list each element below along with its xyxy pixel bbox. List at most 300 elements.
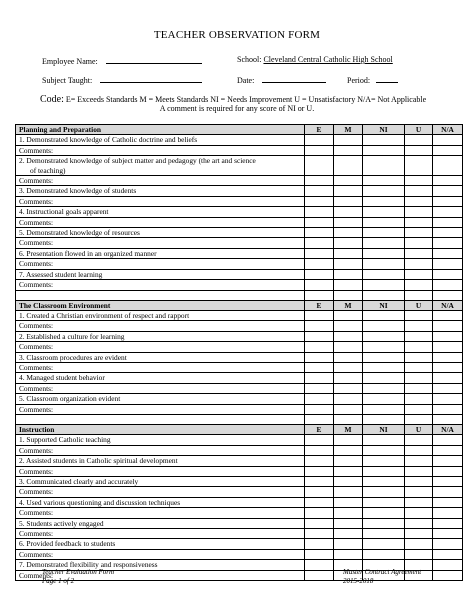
footer-left [42,568,114,586]
comments-field[interactable]: Comments: [16,259,305,269]
spacer-cell [305,290,334,300]
rating-cell-2[interactable] [363,518,405,528]
rating-cell-4[interactable] [433,228,463,238]
comment-rating-cell-3[interactable] [405,549,433,559]
comment-rating-cell-4[interactable] [433,445,463,455]
criterion-text [16,310,305,320]
comment-rating-cell-4[interactable] [433,238,463,248]
comment-rating-cell-3[interactable] [405,321,433,331]
rating-cell-0[interactable] [305,269,334,279]
rating-cell-1[interactable] [334,248,363,258]
rating-cell-4[interactable] [433,477,463,487]
rating-cell-2[interactable] [363,207,405,217]
comments-field[interactable]: Comments: [16,196,305,206]
rating-column-header: NI [363,424,405,434]
comment-rating-cell-0[interactable] [305,196,334,206]
rating-cell-3[interactable] [405,228,433,238]
comments-field[interactable]: Comments: [16,466,305,476]
spacer-cell [334,414,363,424]
comment-rating-cell-0[interactable] [305,362,334,372]
criterion-row [16,352,463,362]
comment-rating-cell-2[interactable] [363,487,405,497]
criterion-label: 7. Demonstrated flexibility and responsiveness [19,560,158,570]
criterion-label: 4. Used various questioning and discussion techniques [19,497,181,507]
comments-field[interactable]: Comments: [16,445,305,455]
rating-cell-1[interactable] [334,394,363,404]
comment-rating-cell-0[interactable] [305,549,334,559]
rating-cell-2[interactable] [363,331,405,341]
rating-cell-2[interactable] [363,352,405,362]
section-title: Instruction [16,424,305,434]
rating-cell-0[interactable] [305,373,334,383]
comment-rating-cell-1[interactable] [334,549,363,559]
criterion-text [16,248,305,258]
rating-cell-3[interactable] [405,435,433,445]
comment-rating-cell-2[interactable] [363,321,405,331]
code-label: Code: [40,94,64,105]
comment-rating-cell-2[interactable] [363,280,405,290]
comments-field[interactable]: Comments: [16,342,305,352]
rating-cell-3[interactable] [405,248,433,258]
comment-rating-cell-1[interactable] [334,259,363,269]
criterion-text [16,186,305,196]
comment-rating-cell-2[interactable] [363,259,405,269]
comment-rating-cell-1[interactable] [334,217,363,227]
comment-rating-cell-0[interactable] [305,238,334,248]
rating-cell-3[interactable] [405,156,433,176]
comment-rating-cell-1[interactable] [334,445,363,455]
comments-field[interactable]: Comments: [16,508,305,518]
comment-rating-cell-2[interactable] [363,217,405,227]
rating-cell-0[interactable] [305,394,334,404]
comment-rating-cell-1[interactable] [334,196,363,206]
comments-field[interactable]: Comments: [16,321,305,331]
school-row [237,55,393,64]
spacer-cell [16,414,305,424]
period-field[interactable] [376,74,398,83]
criterion-row [16,497,463,507]
comments-field[interactable]: Comments: [16,383,305,393]
criterion-text [16,497,305,507]
comment-rating-cell-1[interactable] [334,342,363,352]
rating-cell-3[interactable] [405,331,433,341]
rating-cell-2[interactable] [363,497,405,507]
footer-form-name: Teacher Evaluation Form [42,568,115,576]
spacer-cell [433,414,463,424]
rating-cell-3[interactable] [405,135,433,145]
criterion-row [16,331,463,341]
criterion-text [16,394,305,404]
subject-field[interactable] [100,74,202,83]
rating-cell-2[interactable] [363,186,405,196]
comment-row [16,259,463,269]
rating-column-header: M [334,424,363,434]
rating-cell-4[interactable] [433,373,463,383]
comment-row [16,404,463,414]
comment-row [16,145,463,155]
comment-rating-cell-4[interactable] [433,404,463,414]
comment-rating-cell-4[interactable] [433,321,463,331]
footer-page-number: Page 1 of 2 [42,577,75,585]
comment-rating-cell-4[interactable] [433,342,463,352]
criterion-row [16,248,463,258]
comment-rating-cell-1[interactable] [334,404,363,414]
form-title: TEACHER OBSERVATION FORM [153,29,321,41]
rating-cell-1[interactable] [334,228,363,238]
rating-cell-3[interactable] [405,394,433,404]
comments-field[interactable]: Comments: [16,529,305,539]
section-title: Planning and Preparation [16,125,305,135]
rating-cell-2[interactable] [363,248,405,258]
subject-row [42,74,202,85]
comment-rating-cell-1[interactable] [334,145,363,155]
rating-cell-3[interactable] [405,497,433,507]
comment-rating-cell-4[interactable] [433,217,463,227]
comment-rating-cell-4[interactable] [433,529,463,539]
rating-cell-4[interactable] [433,456,463,466]
rating-column-header: NI [363,125,405,135]
rating-column-header: U [405,300,433,310]
comment-row [16,280,463,290]
comment-row [16,321,463,331]
rating-cell-4[interactable] [433,518,463,528]
comment-rating-cell-1[interactable] [334,238,363,248]
rating-cell-3[interactable] [405,539,433,549]
date-field[interactable] [262,74,326,83]
section-spacer [16,290,463,300]
comment-rating-cell-3[interactable] [405,487,433,497]
employee-name-field[interactable] [106,55,202,64]
rating-cell-1[interactable] [334,135,363,145]
comment-rating-cell-4[interactable] [433,362,463,372]
comment-row [16,529,463,539]
criterion-text [16,228,305,238]
criterion-text [16,331,305,341]
rating-cell-3[interactable] [405,518,433,528]
rating-cell-0[interactable] [305,477,334,487]
comment-row [16,196,463,206]
comment-rating-cell-3[interactable] [405,466,433,476]
rating-cell-1[interactable] [334,435,363,445]
rating-cell-3[interactable] [405,186,433,196]
comment-rating-cell-0[interactable] [305,445,334,455]
school-label: School: [237,55,262,64]
rating-cell-1[interactable] [334,331,363,341]
comments-field[interactable]: Comments: [16,176,305,186]
comment-rating-cell-3[interactable] [405,362,433,372]
comment-rating-cell-2[interactable] [363,529,405,539]
rating-cell-3[interactable] [405,352,433,362]
criterion-row [16,156,463,176]
rating-cell-3[interactable] [405,373,433,383]
comment-row [16,342,463,352]
comment-rating-cell-0[interactable] [305,529,334,539]
rating-cell-1[interactable] [334,156,363,176]
criterion-text [16,156,305,176]
comment-row [16,217,463,227]
rating-cell-4[interactable] [433,394,463,404]
comment-rating-cell-3[interactable] [405,238,433,248]
rating-cell-1[interactable] [334,352,363,362]
criterion-text [16,373,305,383]
criterion-row [16,477,463,487]
comment-rating-cell-4[interactable] [433,549,463,559]
comments-field[interactable]: Comments: [16,145,305,155]
comment-row [16,176,463,186]
comment-rating-cell-4[interactable] [433,145,463,155]
rating-cell-1[interactable] [334,310,363,320]
comment-rating-cell-4[interactable] [433,259,463,269]
rating-column-header: M [334,125,363,135]
rating-cell-0[interactable] [305,310,334,320]
rating-cell-1[interactable] [334,518,363,528]
rating-cell-4[interactable] [433,539,463,549]
comment-rating-cell-2[interactable] [363,549,405,559]
rating-cell-0[interactable] [305,518,334,528]
criterion-row [16,186,463,196]
criterion-label: 6. Provided feedback to students [19,539,116,549]
criterion-row [16,269,463,279]
comment-rating-cell-2[interactable] [363,508,405,518]
comment-row [16,466,463,476]
rating-cell-4[interactable] [433,269,463,279]
criterion-row [16,135,463,145]
rating-cell-2[interactable] [363,156,405,176]
date-label: Date: [237,76,255,85]
school-value: Cleveland Central Catholic High School [263,55,393,64]
comment-rating-cell-3[interactable] [405,445,433,455]
rating-cell-4[interactable] [433,331,463,341]
comment-rating-cell-1[interactable] [334,487,363,497]
comment-rating-cell-0[interactable] [305,404,334,414]
rating-cell-1[interactable] [334,456,363,466]
comment-rating-cell-1[interactable] [334,383,363,393]
comment-rating-cell-2[interactable] [363,176,405,186]
spacer-cell [363,290,405,300]
rating-cell-2[interactable] [363,435,405,445]
period-row [347,74,398,85]
comments-field[interactable]: Comments: [16,238,305,248]
criterion-label: 5. Demonstrated knowledge of resources [19,228,140,238]
comment-row [16,362,463,372]
rating-cell-1[interactable] [334,477,363,487]
rating-cell-0[interactable] [305,497,334,507]
rating-cell-2[interactable] [363,456,405,466]
rating-cell-2[interactable] [363,373,405,383]
comment-row [16,549,463,559]
comment-rating-cell-2[interactable] [363,196,405,206]
rating-cell-4[interactable] [433,156,463,176]
comment-rating-cell-3[interactable] [405,145,433,155]
comment-rating-cell-3[interactable] [405,217,433,227]
comment-rating-cell-1[interactable] [334,176,363,186]
footer-years: 2015-2018 [343,577,374,585]
criterion-text [16,207,305,217]
rating-cell-2[interactable] [363,228,405,238]
comment-rating-cell-0[interactable] [305,145,334,155]
comment-rating-cell-2[interactable] [363,466,405,476]
comment-rating-cell-3[interactable] [405,508,433,518]
rating-cell-1[interactable] [334,269,363,279]
section-header [16,424,463,434]
rating-cell-4[interactable] [433,497,463,507]
comment-rating-cell-0[interactable] [305,383,334,393]
rating-cell-0[interactable] [305,207,334,217]
rating-cell-0[interactable] [305,539,334,549]
rating-cell-3[interactable] [405,269,433,279]
rating-cell-1[interactable] [334,539,363,549]
subject-label: Subject Taught: [42,76,93,85]
criterion-label: 2. Demonstrated knowledge of subject matter and pedagogy (the art and science [19,156,256,166]
rating-cell-2[interactable] [363,269,405,279]
comment-rating-cell-2[interactable] [363,445,405,455]
comment-rating-cell-1[interactable] [334,280,363,290]
criterion-label: 5. Students actively engaged [19,518,104,528]
comment-rating-cell-2[interactable] [363,342,405,352]
comment-rating-cell-4[interactable] [433,466,463,476]
rating-cell-0[interactable] [305,560,334,570]
criterion-label: 3. Communicated clearly and accurately [19,477,139,486]
rating-cell-0[interactable] [305,135,334,145]
rating-cell-4[interactable] [433,310,463,320]
comment-rating-cell-0[interactable] [305,176,334,186]
rating-cell-2[interactable] [363,135,405,145]
comment-rating-cell-4[interactable] [433,570,463,580]
spacer-cell [405,290,433,300]
spacer-cell [334,290,363,300]
rating-cell-3[interactable] [405,310,433,320]
comment-rating-cell-0[interactable] [305,466,334,476]
rating-cell-3[interactable] [405,477,433,487]
comment-rating-cell-4[interactable] [433,176,463,186]
rating-cell-0[interactable] [305,331,334,341]
section-title: The Classroom Environment [16,300,305,310]
comments-field[interactable]: Comments: [16,404,305,414]
rating-cell-2[interactable] [363,394,405,404]
rating-cell-2[interactable] [363,539,405,549]
comment-rating-cell-0[interactable] [305,342,334,352]
criterion-label: 5. Classroom organization evident [19,394,121,404]
rating-cell-1[interactable] [334,373,363,383]
comment-rating-cell-0[interactable] [305,280,334,290]
employee-name-label: Employee Name: [42,57,98,66]
comment-rating-cell-1[interactable] [334,529,363,539]
rating-cell-4[interactable] [433,207,463,217]
rating-cell-0[interactable] [305,248,334,258]
comment-rating-cell-1[interactable] [334,508,363,518]
rating-cell-3[interactable] [405,456,433,466]
section-header [16,125,463,135]
comment-rating-cell-1[interactable] [334,321,363,331]
rating-cell-1[interactable] [334,186,363,196]
criterion-row [16,310,463,320]
criterion-label: 1. Demonstrated knowledge of Catholic doctrine and beliefs [19,135,198,145]
comment-rating-cell-0[interactable] [305,487,334,497]
comments-field[interactable]: Comments: [16,362,305,372]
comment-rating-cell-2[interactable] [363,383,405,393]
criterion-row [16,539,463,549]
criterion-text [16,135,305,145]
code-text: E= Exceeds Standards M = Meets Standards NI = Needs Improvement U = Unsatisfactory N/A= Not Applicable [65,95,427,104]
rating-cell-0[interactable] [305,228,334,238]
comment-rating-cell-4[interactable] [433,383,463,393]
comment-rating-cell-4[interactable] [433,487,463,497]
rating-cell-0[interactable] [305,435,334,445]
comment-rating-cell-0[interactable] [305,508,334,518]
comment-rating-cell-3[interactable] [405,280,433,290]
rating-cell-1[interactable] [334,207,363,217]
rating-cell-3[interactable] [405,207,433,217]
rating-cell-4[interactable] [433,186,463,196]
comment-rating-cell-2[interactable] [363,404,405,414]
comment-rating-cell-4[interactable] [433,508,463,518]
rating-cell-4[interactable] [433,248,463,258]
comment-rating-cell-2[interactable] [363,145,405,155]
criterion-text [16,456,305,466]
criterion-row [16,373,463,383]
comment-rating-cell-3[interactable] [405,383,433,393]
comment-rating-cell-4[interactable] [433,196,463,206]
comment-rating-cell-0[interactable] [305,321,334,331]
comment-rating-cell-4[interactable] [433,280,463,290]
criterion-label: 6. Presentation flowed in an organized manner [19,248,157,258]
comment-rating-cell-0[interactable] [305,259,334,269]
comment-rating-cell-2[interactable] [363,362,405,372]
rating-cell-4[interactable] [433,560,463,570]
rating-cell-0[interactable] [305,156,334,176]
comment-row [16,487,463,497]
rating-cell-2[interactable] [363,477,405,487]
comments-field[interactable]: Comments: [16,549,305,559]
criterion-label: 4. Instructional goals apparent [19,207,109,217]
rating-column-header: E [305,125,334,135]
rating-cell-0[interactable] [305,352,334,362]
comment-rating-cell-3[interactable] [405,176,433,186]
comment-rating-cell-0[interactable] [305,217,334,227]
criterion-row [16,518,463,528]
comment-rating-cell-0[interactable] [305,570,334,580]
comment-rating-cell-3[interactable] [405,404,433,414]
criterion-text [16,518,305,528]
comments-field[interactable]: Comments: [16,487,305,497]
criterion-row [16,435,463,445]
spacer-cell [405,414,433,424]
rating-cell-2[interactable] [363,310,405,320]
criterion-label: 7. Assessed student learning [19,269,103,279]
rating-cell-4[interactable] [433,435,463,445]
comment-rating-cell-3[interactable] [405,342,433,352]
comments-field[interactable]: Comments: [16,217,305,227]
period-label: Period: [347,76,371,85]
criterion-text [16,477,305,487]
rating-cell-0[interactable] [305,456,334,466]
rating-cell-0[interactable] [305,186,334,196]
comment-rating-cell-3[interactable] [405,196,433,206]
observation-table [15,124,463,581]
comment-rating-cell-2[interactable] [363,238,405,248]
comments-field[interactable]: Comments: [16,570,305,580]
rating-cell-1[interactable] [334,497,363,507]
rating-cell-4[interactable] [433,352,463,362]
comment-rating-cell-1[interactable] [334,362,363,372]
comment-rating-cell-3[interactable] [405,259,433,269]
comments-field[interactable]: Comments: [16,280,305,290]
rating-cell-4[interactable] [433,135,463,145]
spacer-cell [16,290,305,300]
comment-row [16,445,463,455]
comment-rating-cell-3[interactable] [405,529,433,539]
comment-rating-cell-1[interactable] [334,466,363,476]
